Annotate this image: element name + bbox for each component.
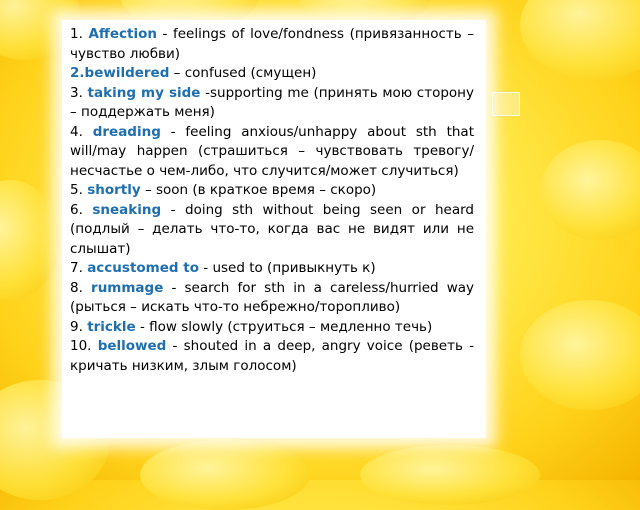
entry-number: 3. [70,84,83,101]
entry-term: taking my side [87,84,201,101]
entry-term: bellowed [97,338,167,354]
list-item [70,64,474,84]
entry-term: bewildered [84,65,170,81]
entry-definition: - feeling anxious/unhappy about sth that will/may happen (страшиться – чувствовать тревогу/несчастье о чем-либо, что случится/может случиться) [70,123,474,179]
list-item [70,25,474,64]
entry-number: 5. [70,182,83,198]
entry-definition: - feelings of love/fondness (привязанность – чувство любви) [70,26,474,62]
entry-term: trickle [87,318,136,335]
entry-number: 1. [70,26,83,42]
list-item [70,181,474,201]
entry-definition: – soon (в краткое время – скоро) [140,182,377,198]
list-item [70,123,474,182]
entry-term: dreading [92,123,161,140]
entry-definition: - search for sth in a careless/hurried way (рыться – искать что-то небрежно/торопливо) [70,279,474,315]
list-item [70,201,474,260]
entry-definition: - shouted in a deep, angry voice (реветь - кричать низким, злым голосом) [70,338,475,374]
background-petal [520,0,640,80]
vocabulary-list [70,25,474,376]
entry-number: 4. [70,123,83,140]
entry-number: 8. [70,279,83,296]
background-petal [140,440,310,510]
list-item [70,337,474,376]
entry-term: Affection [88,26,157,42]
list-item [70,84,474,123]
entry-number: 6. [70,201,83,218]
background-petal [0,180,60,300]
entry-definition: - used to (привыкнуть к) [199,260,376,276]
entry-term: shortly [87,182,141,198]
list-item [70,259,474,279]
list-item [70,318,474,338]
list-item [70,279,474,318]
background-petal [360,445,540,505]
background-petal [520,300,640,410]
entry-term: accustomed to [87,260,199,276]
entry-number: 9. [70,318,83,335]
entry-definition: - doing sth without being seen or heard (подлый – делать что-то, когда вас не видят или не слышат) [70,201,474,257]
entry-definition: - flow slowly (струиться – медленно течь) [135,318,433,335]
decorative-box [492,92,520,116]
entry-term: rummage [91,279,164,296]
entry-number: 10. [70,338,92,354]
entry-definition: – confused (смущен) [169,65,317,81]
entry-number: 2. [70,65,85,81]
entry-definition: -supporting me (принять мою сторону – поддержать меня) [70,84,474,120]
background-petal [540,140,640,240]
entry-number: 7. [70,260,83,276]
entry-term: sneaking [92,201,162,218]
